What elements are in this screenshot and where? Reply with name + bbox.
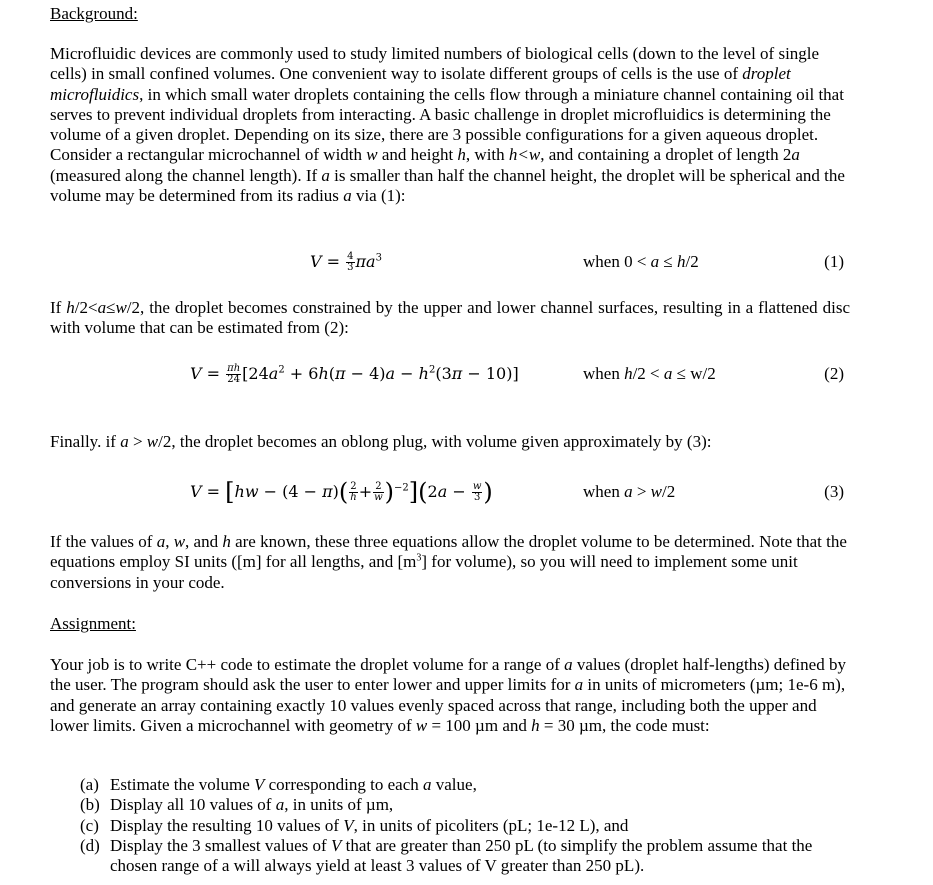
list-item-marker: (d) [80, 835, 100, 855]
background-heading: Background: [50, 4, 138, 23]
equation-2-row [50, 364, 850, 400]
list-item-text: Estimate the volume V corresponding to each a value, [110, 775, 477, 794]
requirements-list [80, 775, 860, 876]
equation-3-number: (3) [824, 482, 844, 501]
equation-1-number: (1) [824, 252, 844, 271]
equation-2-number: (2) [824, 364, 844, 383]
equation-1: V = $\frac{4}{3}$ $\pi a^3$ [310, 251, 382, 273]
list-item-text: Display the 3 smallest values of V that are greater than 250 pL (to simplify the problem assume that the chosen range of a will always yield at least 3 values of V greater than 250 pL). [110, 835, 813, 876]
list-item-marker: (c) [80, 815, 99, 835]
list-item-text: Display the resulting 10 values of V, in units of picoliters (pL; 1e-12 L), and [110, 815, 629, 835]
background-paragraph-1: Microfluidic devices are commonly used to study limited numbers of biological cells (down to the level of single cells) in small confined volumes. One convenient way to isolate different groups of cells is the use of droplet microfluidics, in which small water droplets containing the cells flow through a miniature channel containing oil that serves to prevent individual droplets from interacting. A basic challenge in droplet microfluidics is determining the volume of a given droplet. Depending on its size, there are 3 possible configurations for a given aqueous droplet. Consider a rectangular microchannel of width w and height h, with h<w, and containing a droplet of length 2a (measured along the channel length). If a is smaller than half the channel height, the droplet will be spherical and the volume may be determined from its radius a via (1): [50, 44, 845, 206]
background-paragraph-2: If h/2<a≤w/2, the droplet becomes constrained by the upper and lower channel surfaces, resulting in a flattened disc with volume that can be estimated from (2): [50, 298, 850, 338]
equation-3-row [50, 478, 850, 518]
list-item-marker: (a) [80, 775, 99, 794]
list-item [80, 775, 860, 795]
equation-2: V = $\frac{\pi h}{24}$ $[24a^2 + 6h(\pi - 4)a - h^2(3\pi - 10)]$ [190, 363, 519, 385]
assignment-paragraph: Your job is to write C++ code to estimate the droplet volume for a range of a values (droplet half-lengths) defined by the user. The program should ask the user to enter lower and upper limits for a in units of micrometers (µm; 1e-6 m), and generate an array containing exactly 10 values evenly spaced across that range, including both the upper and lower limits. Given a microchannel with geometry of w = 100 µm and h = 30 µm, the code must: [50, 655, 846, 735]
assignment-heading: Assignment: [50, 614, 136, 633]
background-paragraph-3: Finally. if a > w/2, the droplet becomes an oblong plug, with volume given approximately by (3): [50, 432, 712, 451]
equation-1-row [50, 252, 850, 288]
list-item-text: Display all 10 values of a, in units of µm, [110, 795, 394, 815]
list-item [80, 816, 860, 836]
equation-2-condition: when h/2 < a ≤ w/2 [583, 364, 716, 383]
list-item-marker: (b) [80, 795, 100, 815]
equation-3-condition: when a > w/2 [583, 482, 676, 501]
list-item [80, 795, 860, 815]
background-paragraph-4: If the values of a, w, and h are known, these three equations allow the droplet volume to be determined. Note that the equations employ SI units ([m] for all lengths, and $[m^3]$ for volume), so you will need to implement some unit conversions in your code. [50, 532, 847, 592]
equation-3: V = [hw − (4 − π)( $\frac{2}{h}$ + $\frac{2}{w}$ )$^{-2}$](2a − $\frac{w}{3}$ ) [190, 478, 493, 506]
equation-1-condition: when 0 < a ≤ h/2 [583, 252, 699, 271]
list-item [80, 836, 860, 877]
